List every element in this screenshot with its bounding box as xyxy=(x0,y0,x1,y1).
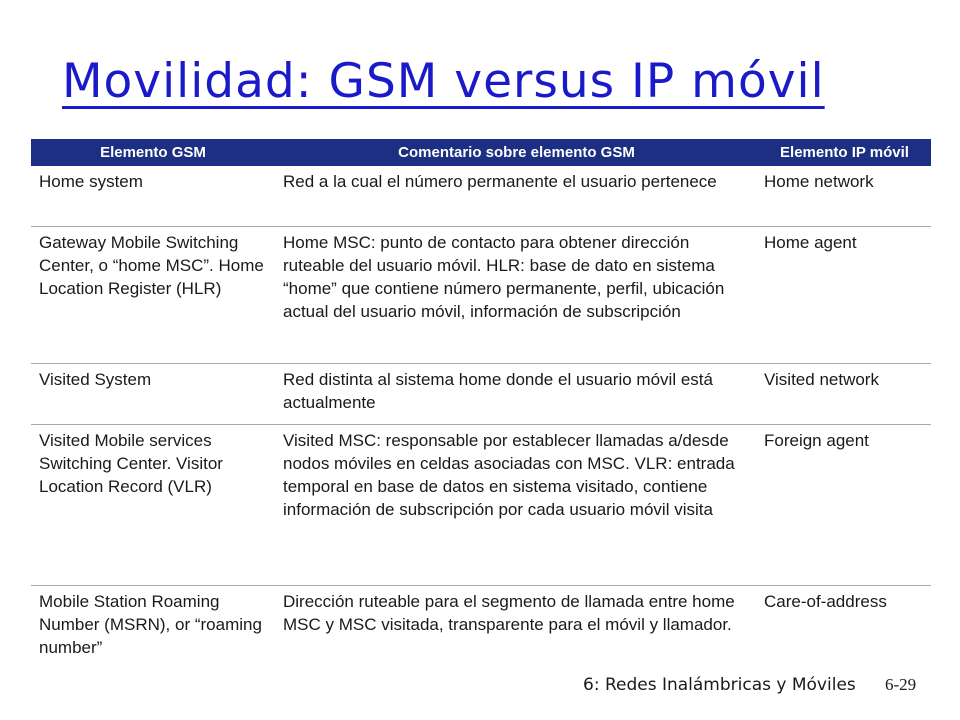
gsm-comment-cell: Red distinta al sistema home donde el usuario móvil está actualmente xyxy=(275,364,758,425)
gsm-element-cell: Visited System xyxy=(31,364,275,425)
gsm-comment-cell: Red a la cual el número permanente el usuario pertenece xyxy=(275,166,758,227)
mobile-ip-element-cell: Care-of-address xyxy=(764,592,887,611)
table-row xyxy=(31,425,931,586)
table-row xyxy=(31,586,931,689)
gsm-comment-cell: Home MSC: punto de contacto para obtener dirección ruteable del usuario móvil. HLR: base de dato en sistema “home” que contiene número permanente, perfil, ubicación actual del usuario móvil, información de subscripción xyxy=(275,227,758,364)
page-number: 6-29 xyxy=(885,675,917,694)
table-row xyxy=(31,364,931,425)
header-row xyxy=(31,139,931,166)
gsm-element-cell: Mobile Station Roaming Number (MSRN), or “roaming number” xyxy=(39,592,262,657)
gsm-element-cell: Gateway Mobile Switching Center, o “home MSC”. Home Location Register (HLR) xyxy=(31,227,275,364)
slide-footer: 6: Redes Inalámbricas y Móviles xyxy=(583,675,856,695)
comparison-table xyxy=(31,139,931,688)
mobile-ip-element-cell: Visited network xyxy=(758,364,931,425)
gsm-element-cell: Home system xyxy=(31,166,275,227)
table-row xyxy=(31,227,931,364)
header-gsm-element: Elemento GSM xyxy=(31,139,275,166)
slide-title: Movilidad: GSM versus IP móvil xyxy=(62,54,825,109)
gsm-element-cell: Visited Mobile services Switching Center. Visitor Location Record (VLR) xyxy=(31,425,275,586)
table-body xyxy=(31,166,931,688)
header-mobile-ip-element: Elemento IP móvil xyxy=(758,139,931,166)
table-row xyxy=(31,166,931,227)
header-gsm-comment: Comentario sobre elemento GSM xyxy=(275,139,758,166)
mobile-ip-element-cell: Home agent xyxy=(758,227,931,364)
gsm-comment-cell: Dirección ruteable para el segmento de llamada entre home MSC y MSC visitada, transparente para el móvil y llamador. xyxy=(283,592,735,634)
mobile-ip-element-cell: Foreign agent xyxy=(758,425,931,586)
gsm-comment-cell: Visited MSC: responsable por establecer llamadas a/desde nodos móviles en celdas asociadas con MSC. VLR: entrada temporal en base de datos en sistema visitado, contiene información de subscripción por cada usuario móvil visita xyxy=(275,425,758,586)
table-header xyxy=(31,139,931,166)
mobile-ip-element-cell: Home network xyxy=(758,166,931,227)
